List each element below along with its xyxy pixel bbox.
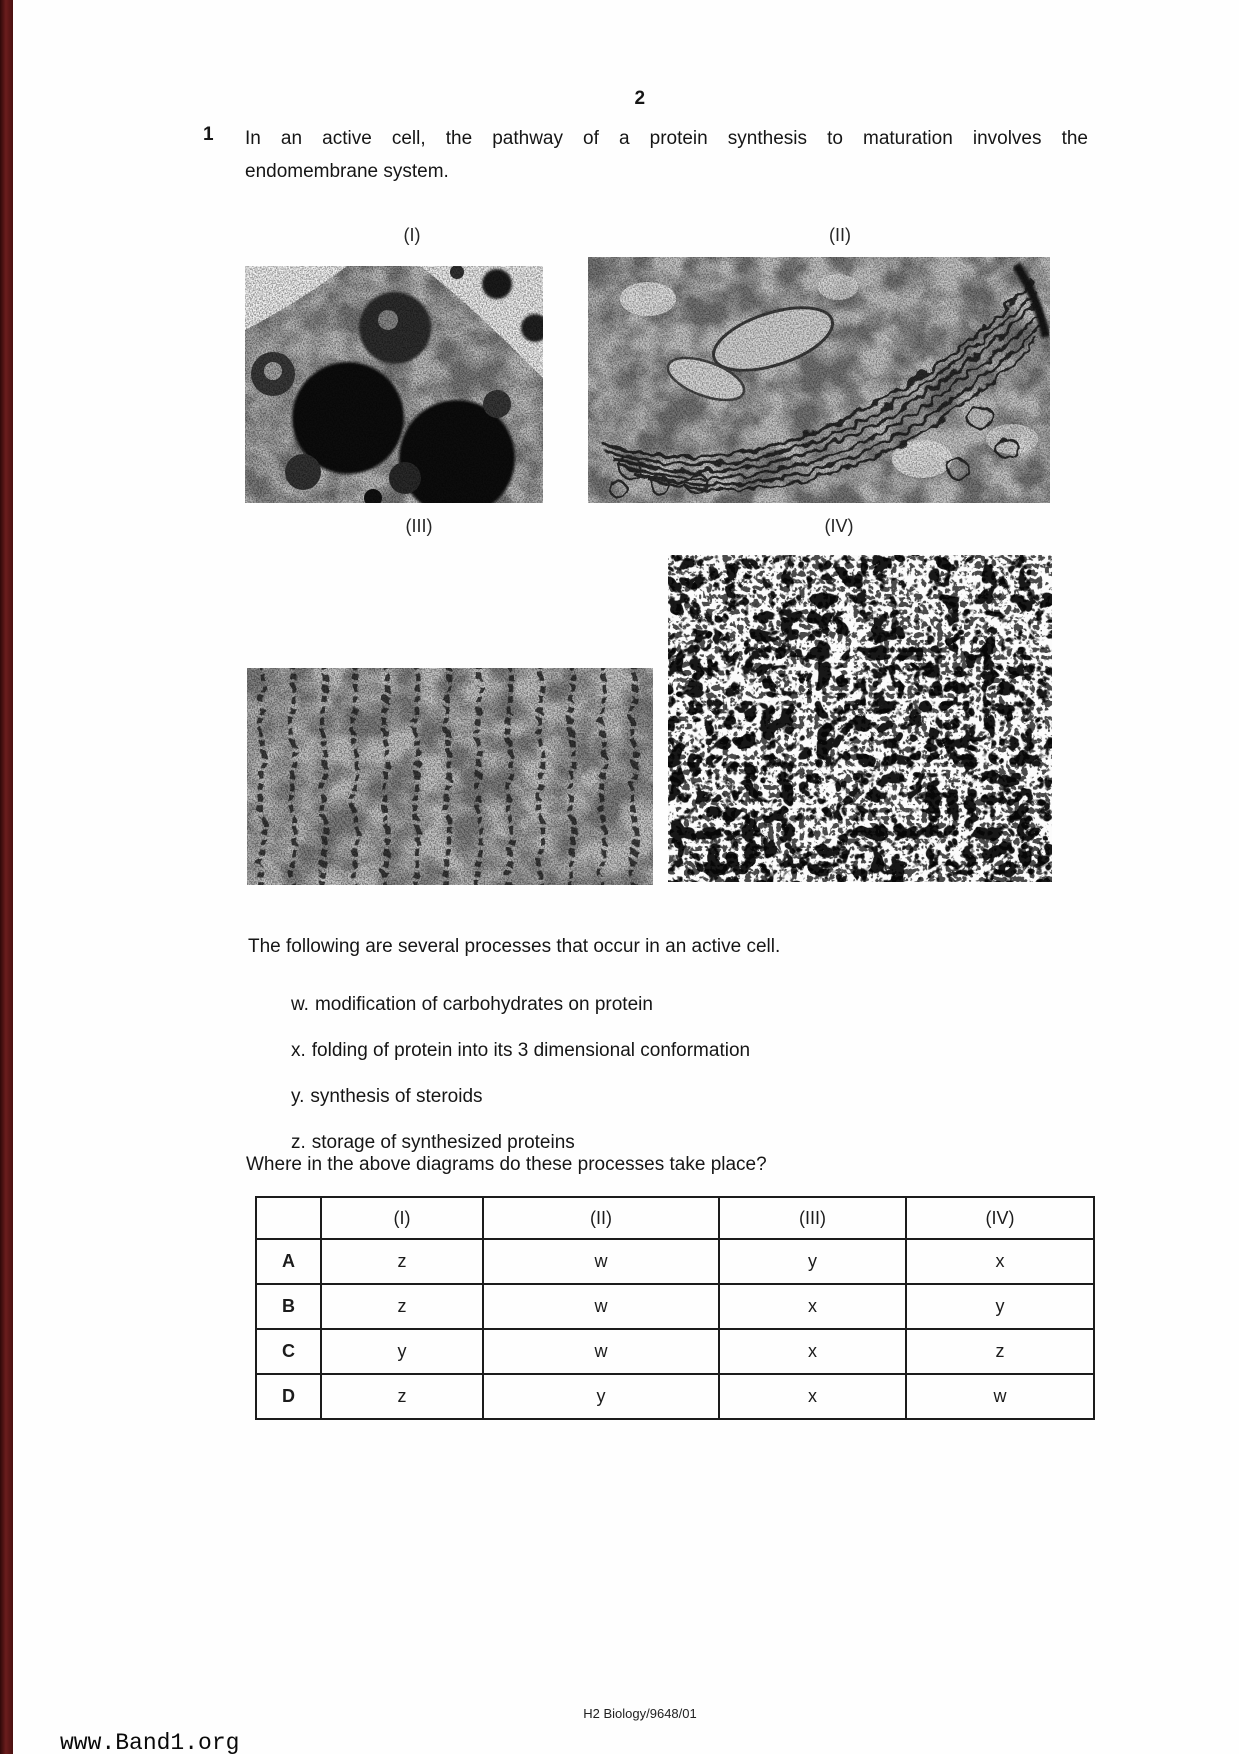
answer-cell-C-III: x	[719, 1329, 906, 1374]
figure-label-3: (III)	[405, 516, 433, 536]
micrograph-2	[588, 257, 1050, 503]
process-key-y: y.	[291, 1086, 305, 1107]
question-text-line1: In an active cell, the pathway of a protein synthesis to maturation involves the	[245, 128, 1088, 149]
answer-cell-A-III: y	[719, 1239, 906, 1284]
answer-cell-D-III: x	[719, 1374, 906, 1419]
answer-cell-C-IV: z	[906, 1329, 1094, 1374]
process-key-w: w.	[291, 994, 309, 1015]
process-item-y	[291, 1084, 750, 1109]
header-cell-IV: (IV)	[906, 1197, 1094, 1239]
document-reference: H2 Biology/9648/01	[583, 1706, 697, 1721]
question-text-line2: endomembrane system.	[245, 161, 449, 182]
process-item-x	[291, 1038, 750, 1063]
answer-row-D	[256, 1374, 1094, 1419]
micrograph-3	[247, 668, 653, 885]
figure-label-4: (IV)	[824, 516, 854, 536]
site-watermark: www.Band1.org	[60, 1730, 240, 1754]
header-cell-III: (III)	[719, 1197, 906, 1239]
process-item-z	[291, 1130, 750, 1155]
process-list	[291, 992, 750, 1176]
process-key-x: x.	[291, 1040, 306, 1061]
answer-cell-B-I: z	[321, 1284, 483, 1329]
process-text-y: synthesis of steroids	[310, 1086, 483, 1107]
figure-label-2: (II)	[829, 225, 851, 245]
header-cell-blank	[256, 1197, 321, 1239]
process-text-x: folding of protein into its 3 dimensional conformation	[311, 1040, 751, 1061]
answer-cell-B-III: x	[719, 1284, 906, 1329]
table-question: Where in the above diagrams do these processes take place?	[246, 1154, 767, 1175]
option-label-A: A	[256, 1239, 321, 1284]
option-label-D: D	[256, 1374, 321, 1419]
answer-cell-D-II: y	[483, 1374, 719, 1419]
answer-cell-D-IV: w	[906, 1374, 1094, 1419]
process-item-w	[291, 992, 750, 1017]
process-text-w: modification of carbohydrates on protein	[314, 994, 653, 1015]
answer-cell-C-I: y	[321, 1329, 483, 1374]
answer-cell-A-I: z	[321, 1239, 483, 1284]
option-label-B: B	[256, 1284, 321, 1329]
answer-cell-C-II: w	[483, 1329, 719, 1374]
answer-cell-A-IV: x	[906, 1239, 1094, 1284]
header-cell-II: (II)	[483, 1197, 719, 1239]
question-text	[245, 122, 1088, 188]
micrograph-4	[668, 555, 1052, 882]
answer-cell-A-II: w	[483, 1239, 719, 1284]
process-text-z: storage of synthesized proteins	[311, 1132, 575, 1153]
answer-table	[255, 1196, 1095, 1420]
micrograph-1	[245, 266, 543, 503]
answer-cell-B-IV: y	[906, 1284, 1094, 1329]
figure-label-1: (I)	[403, 225, 421, 245]
answer-cell-D-I: z	[321, 1374, 483, 1419]
processes-intro: The following are several processes that occur in an active cell.	[248, 936, 781, 957]
answer-row-B	[256, 1284, 1094, 1329]
answer-row-A	[256, 1239, 1094, 1284]
header-cell-I: (I)	[321, 1197, 483, 1239]
process-key-z: z.	[291, 1132, 306, 1153]
question-number: 1	[203, 124, 214, 145]
scan-edge-strip	[0, 0, 13, 1754]
answer-cell-B-II: w	[483, 1284, 719, 1329]
answer-row-C	[256, 1329, 1094, 1374]
answer-table-header-row	[256, 1197, 1094, 1239]
option-label-C: C	[256, 1329, 321, 1374]
page-number: 2	[634, 88, 646, 109]
